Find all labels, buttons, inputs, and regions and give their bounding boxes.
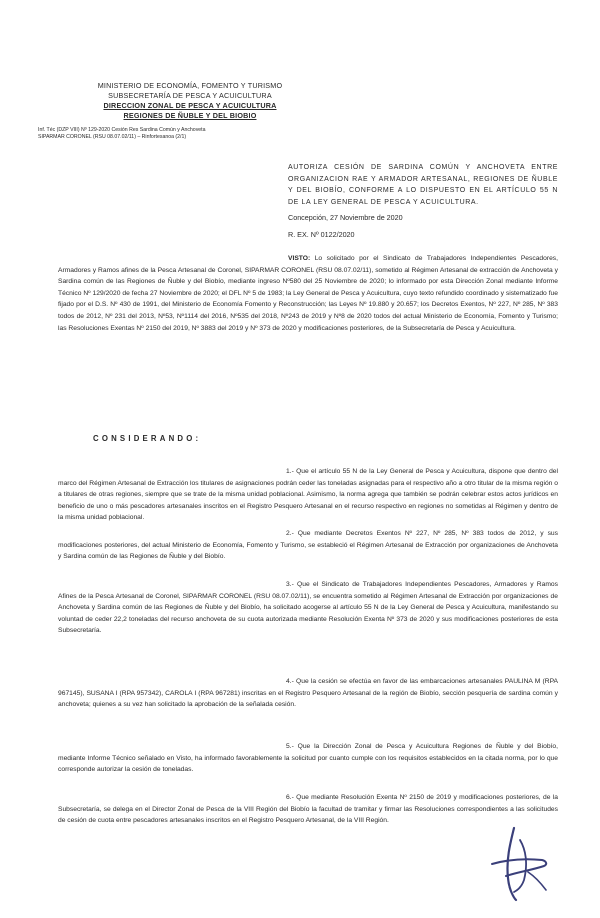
letterhead — [70, 81, 310, 121]
visto-label: VISTO: — [288, 255, 311, 262]
visto-text: Lo solicitado por el Sindicato de Trabajadores Independientes Pescadores, Armadores y Ramos afines de la Pesca Artesanal de Coronel, SIPARMAR CORONEL (RSU 08.07.02/11), sometido al Régimen Artesanal de extracción de Anchoveta y Sardina común de las Regiones de Ñuble y del Biobío, mediante ingreso Nº580 del 25 Noviembre de 2020; lo informado por esta Dirección Zonal mediante Informe Técnico Nº 129/2020 de fecha 27 Noviembre de 2020; el DFL Nº 5 de 1983; la Ley General de Pesca y Acuicultura, cuyo texto refundido coordinado y sistematizado fue fijado por el D.S. Nº 430 de 1991, del Ministerio de Economía Fomento y Reconstrucción; las Leyes Nº 19.880 y 20.657; los Decretos Exentos, Nº 227, Nº 285, Nº 383 todos de 2012, Nº 231 del 2013, Nº53, Nº1114 del 2016, Nº535 del 2018, Nº243 de 2019 y Nº8 de 2020 todos del actual Ministerio de Economía, Fomento y Turismo; las Resoluciones Exentas Nº 2150 del 2019, Nº 3883 del 2019 y Nº 373 de 2020 y modificaciones posteriores, de la Subsecretaría de Pesca y Acuicultura. — [58, 255, 558, 332]
considerando-2: 2.- Que mediante Decretos Exentos Nº 227, Nº 285, Nº 383 todos de 2012, y sus modificaciones posteriores, del actual Ministerio de Economía, Fomento y Turismo, se estableció el Régimen Artesanal de Extracción por organizaciones de Anchoveta y Sardina común de las Regiones de Ñuble y del Biobío. — [58, 530, 558, 561]
reference-line-1: Inf. Téc (DZP VIII) Nº 129-2020 Cesión Res Sardina Común y Anchoveta — [38, 127, 206, 133]
signature-icon — [484, 820, 554, 902]
document-date: Concepción, 27 Noviembre de 2020 — [288, 213, 403, 222]
considerando-4: 4.- Que la cesión se efectúa en favor de las embarcaciones artesanales PAULINA M (RPA 967145), SUSANA I (RPA 957342), CAROLA I (RPA 967281) inscritas en el Registro Pesquero Artesanal de la región de Biobío, sección pesquería de sardina común y anchoveta; quienes a su vez han solicitado la aprobación de la señalada cesión. — [58, 678, 558, 709]
reference-line-2: SIPARMAR CORONEL (RSU 08.07.02/11) – Rinfortesanoa (2/1) — [38, 134, 187, 140]
visto-paragraph — [58, 253, 558, 334]
considerando-6: 6.- Que mediante Resolución Exenta Nº 2150 de 2019 y modificaciones posteriores, de la Subsecretaría, se delega en el Director Zonal de Pesca de la VIII Región del Biobío la facultad de tramitar y firmar las Resoluciones correspondientes a las solicitudes de cesión de cuota entre pescadores artesanales inscritos en el Registro Pesquero Artesanal, de la VIII Región. — [58, 794, 558, 825]
reference-note — [38, 127, 308, 141]
considerando-5: 5.- Que la Dirección Zonal de Pesca y Acuicultura Regiones de Ñuble y del Biobío, mediante Informe Técnico señalado en Visto, ha informado favorablemente la solicitud por cuanto cumple con los requisitos establecidos en la citada norma, por lo que corresponde autorizar la cesión de toneladas. — [58, 743, 558, 774]
directorate-name: DIRECCION ZONAL DE PESCA Y ACUICULTURA — [103, 101, 277, 110]
resolution-number: R. EX. Nº 0122/2020 — [288, 230, 355, 239]
considerando-3: 3.- Que el Sindicato de Trabajadores Independientes Pescadores, Armadores y Ramos Afines de la Pesca Artesanal de Coronel, SIPARMAR CORONEL (RSU 08.07.02/11), se encuentra sometido al Régimen Artesanal de Extracción por organizaciones de Anchoveta y Sardina común de las Regiones de Ñuble y del Biobío, ha solicitado acogerse al artículo 55 N de la Ley General de Pesca y Acuicultura, manifestando su voluntad de ceder 22,2 toneladas del recurso anchoveta de su cuota autorizada mediante Resolución Exenta Nº 373 de 2020 y sus modificaciones posteriores de esta Subsecretaría. — [58, 581, 558, 635]
considerando-heading: CONSIDERANDO: — [93, 434, 202, 443]
regions-name: REGIONES DE ÑUBLE Y DEL BIOBIO — [123, 111, 257, 120]
subsecretary-name: SUBSECRETARÍA DE PESCA Y ACUICULTURA — [108, 91, 272, 100]
resolution-title: AUTORIZA CESIÓN DE SARDINA COMÚN Y ANCHOVETA ENTRE ORGANIZACION RAE Y ARMADOR ARTESANAL, REGIONES DE ÑUBLE Y DEL BIOBÍO, CONFORME A LO DISPUESTO EN EL ARTÍCULO 55 N DE LA LEY GENERAL DE PESCA Y ACUICULTURA. — [288, 164, 558, 206]
ministry-name: MINISTERIO DE ECONOMÍA, FOMENTO Y TURISMO — [97, 81, 283, 90]
considerando-1: 1.- Que el artículo 55 N de la Ley General de Pesca y Acuicultura, dispone que dentro del marco del Régimen Artesanal de Extracción los titulares de asignaciones podrán ceder las toneladas asignadas para el respectivo año a otro titular de la misma región o a titulares de otras regiones, siempre que se trate de la misma unidad poblacional. Asimismo, la norma agrega que también se podrán celebrar estos actos jurídicos en beneficio de uno o más pescadores artesanales inscritos en el Registro Pesquero Artesanal en el recurso respectivo en regiones no sometidas al Régimen y dentro de la misma unidad poblacional. — [58, 468, 558, 522]
